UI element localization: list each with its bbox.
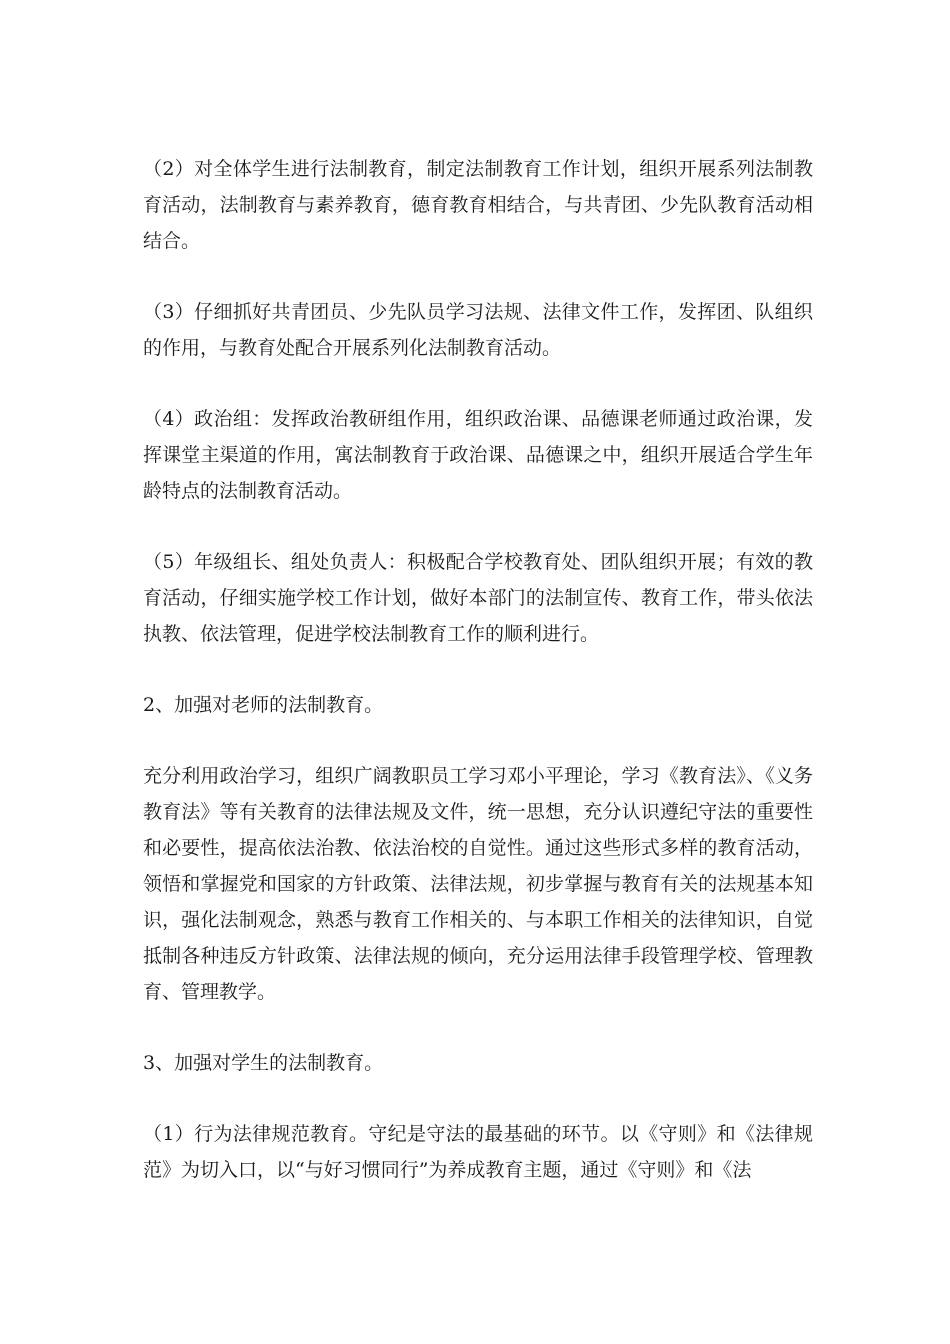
paragraph-item-4: （4）政治组：发挥政治教研组作用，组织政治课、品德课老师通过政治课，发挥课堂主渠道的作用，寓法制教育于政治课、品德课之中，组织开展适合学生年龄特点的法制教育活动。 (143, 408, 813, 502)
paragraph-students-item-1: （1）行为法律规范教育。守纪是守法的最基础的环节。以《守则》和《法律规范》为切入口，以“与好习惯同行”为养成教育主题，通过《守则》和《法 (143, 1123, 813, 1181)
section-heading-teachers: 2、加强对老师的法制教育。 (143, 694, 384, 716)
paragraph-item-5: （5）年级组长、组处负责人：积极配合学校教育处、团队组织开展；有效的教育活动，仔细实施学校工作计划，做好本部门的法制宣传、教育工作，带头依法执教、依法管理，促进学校法制教育工作的顺利进行。 (143, 551, 813, 645)
paragraph-item-2: （2）对全体学生进行法制教育，制定法制教育工作计划，组织开展系列法制教育活动，法制教育与素养教育，德育教育相结合，与共青团、少先队教育活动相结合。 (143, 158, 813, 252)
document-body (143, 151, 813, 1223)
section-heading-students: 3、加强对学生的法制教育。 (143, 1052, 384, 1074)
paragraph-teachers-body: 充分利用政治学习，组织广阔教职员工学习邓小平理论，学习《教育法》、《义务教育法》等有关教育的法律法规及文件，统一思想，充分认识遵纪守法的重要性和必要性，提高依法治教、依法治校的自觉性。通过这些形式多样的教育活动，领悟和掌握党和国家的方针政策、法律法规，初步掌握与教育有关的法规基本知识，强化法制观念，熟悉与教育工作相关的、与本职工作相关的法律知识，自觉抵制各种违反方针政策、法律法规的倾向，充分运用法律手段管理学校、管理教育、管理教学。 (143, 765, 813, 1003)
paragraph-item-3: （3）仔细抓好共青团员、少先队员学习法规、法律文件工作，发挥团、队组织的作用，与教育处配合开展系列化法制教育活动。 (143, 301, 813, 359)
